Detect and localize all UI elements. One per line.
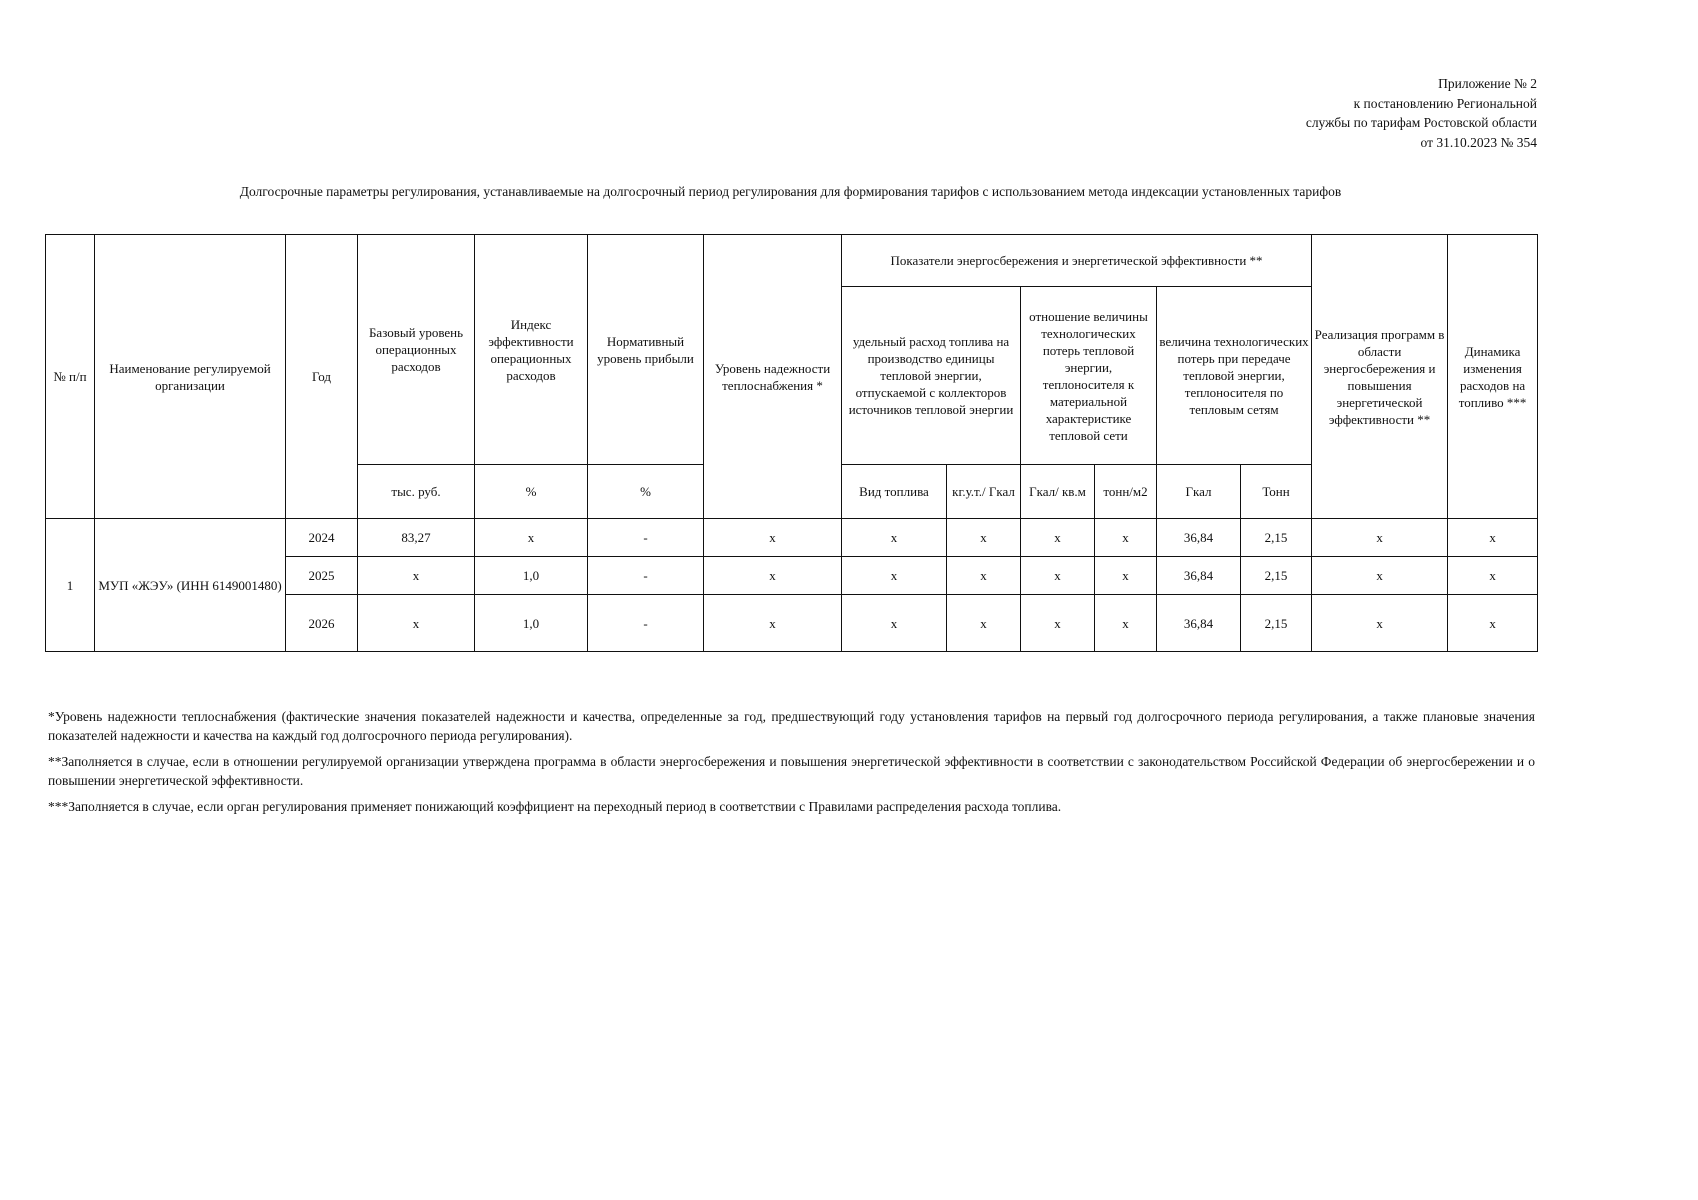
table-cell: x — [1448, 557, 1538, 595]
table-cell: x — [704, 519, 842, 557]
table-cell: x — [842, 519, 947, 557]
table-cell: x — [1095, 557, 1157, 595]
table-cell: x — [1095, 519, 1157, 557]
table-cell: 1,0 — [475, 595, 588, 652]
unit-profit: % — [588, 465, 704, 519]
table-cell: x — [1021, 595, 1095, 652]
table-cell: 2,15 — [1241, 557, 1312, 595]
table-cell: x — [1448, 519, 1538, 557]
unit-losses-gcal: Гкал — [1157, 465, 1241, 519]
unit-ratio-gcal: Гкал/ кв.м — [1021, 465, 1095, 519]
header-energy-group: Показатели энергосбережения и энергетической эффективности ** — [842, 235, 1312, 287]
table-cell: 1,0 — [475, 557, 588, 595]
table-cell: - — [588, 519, 704, 557]
unit-fuel: кг.у.т./ Гкал — [947, 465, 1021, 519]
table-cell: x — [1312, 557, 1448, 595]
table-cell: x — [1312, 519, 1448, 557]
header-profit-level: Нормативный уровень прибыли — [588, 235, 704, 465]
table-cell: 2024 — [286, 519, 358, 557]
table-cell: x — [947, 595, 1021, 652]
header-organization: Наименование регулируемой организации — [95, 235, 286, 519]
table-cell: x — [1448, 595, 1538, 652]
header-num: № п/п — [46, 235, 95, 519]
unit-base: тыс. руб. — [358, 465, 475, 519]
table-cell: x — [947, 519, 1021, 557]
table-cell: x — [1021, 557, 1095, 595]
table-cell: 36,84 — [1157, 519, 1241, 557]
table-cell: - — [588, 557, 704, 595]
table-cell: 2,15 — [1241, 519, 1312, 557]
table-cell: x — [1312, 595, 1448, 652]
header-reliability: Уровень надежности теплоснабжения * — [704, 235, 842, 519]
unit-index: % — [475, 465, 588, 519]
unit-fuel-type: Вид топлива — [842, 465, 947, 519]
table-cell: 2025 — [286, 557, 358, 595]
table-cell: - — [588, 595, 704, 652]
appendix-line: Приложение № 2 — [1438, 76, 1537, 91]
header-base-level: Базовый уровень операционных расходов — [358, 235, 475, 465]
header-fuel-dynamics: Динамика изменения расходов на топливо *** — [1448, 235, 1538, 519]
table-row — [46, 519, 1538, 557]
header-efficiency-index: Индекс эффективности операционных расходов — [475, 235, 588, 465]
table-cell: 2026 — [286, 595, 358, 652]
table-cell: 83,27 — [358, 519, 475, 557]
org-name: МУП «ЖЭУ» (ИНН 6149001480) — [95, 519, 286, 652]
table-cell: x — [358, 557, 475, 595]
header-losses-value: величина технологических потерь при передаче тепловой энергии, теплоносителя по тепловым сетям — [1157, 287, 1312, 465]
appendix-line: от 31.10.2023 № 354 — [1420, 134, 1537, 150]
footnotes — [48, 707, 1535, 823]
header-programs: Реализация программ в области энергосбережения и повышения энергетической эффективности ** — [1312, 235, 1448, 519]
unit-ratio-ton: тонн/м2 — [1095, 465, 1157, 519]
appendix-line: к постановлению Региональной — [1353, 95, 1537, 111]
regulation-parameters-table — [45, 234, 1538, 652]
header-losses-ratio: отношение величины технологических потерь тепловой энергии, теплоносителя к материальной характеристике тепловой сети — [1021, 287, 1157, 465]
table-cell: 2,15 — [1241, 595, 1312, 652]
table-cell: x — [842, 557, 947, 595]
appendix-header — [1306, 74, 1537, 152]
header-fuel-consumption: удельный расход топлива на производство единицы тепловой энергии, отпускаемой с коллекторов источников тепловой энергии — [842, 287, 1021, 465]
footnote: *Уровень надежности теплоснабжения (фактические значения показателей надежности и качества, определенные за год, предшествующий году установления тарифов на первый год долгосрочного периода регулирования, а также плановые значения показателей надежности и качества на каждый год долгосрочного периода регулирования). — [48, 709, 1535, 743]
unit-losses-ton: Тонн — [1241, 465, 1312, 519]
table-cell: x — [704, 595, 842, 652]
footnote: ***Заполняется в случае, если орган регулирования применяет понижающий коэффициент на переходный период в соответствии с Правилами распределения расхода топлива. — [48, 799, 1062, 814]
table-cell: 36,84 — [1157, 557, 1241, 595]
table-cell: x — [1021, 519, 1095, 557]
org-number: 1 — [46, 519, 95, 652]
header-year: Год — [286, 235, 358, 519]
document-title: Долгосрочные параметры регулирования, устанавливаемые на долгосрочный период регулирования для формирования тарифов с использованием метода индексации установленных тарифов — [239, 184, 1342, 199]
table-cell: x — [358, 595, 475, 652]
footnote: **Заполняется в случае, если в отношении регулируемой организации утверждена программа в области энергосбережения и повышения энергетической эффективности в соответствии с законодательством Российской Федерации об энергосбережении и о повышении энергетической эффективности. — [48, 754, 1535, 788]
table-cell: x — [475, 519, 588, 557]
table-cell: x — [1095, 595, 1157, 652]
table-cell: x — [947, 557, 1021, 595]
appendix-line: службы по тарифам Ростовской области — [1305, 115, 1537, 130]
table-cell: x — [842, 595, 947, 652]
table-cell: 36,84 — [1157, 595, 1241, 652]
table-cell: x — [704, 557, 842, 595]
